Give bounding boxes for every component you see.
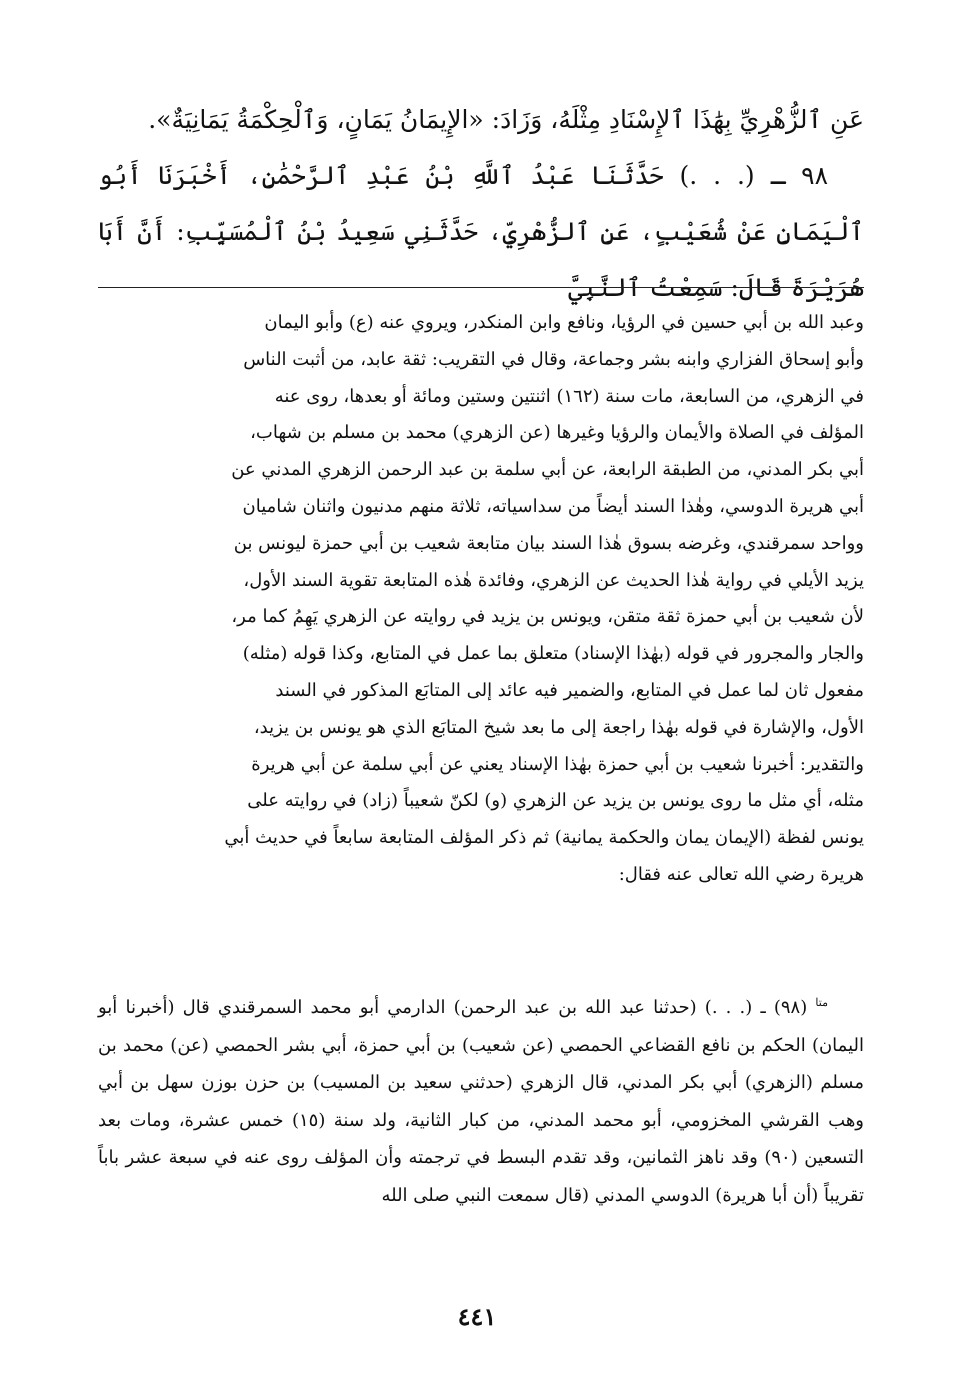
sharh-block (98, 984, 864, 1214)
commentary-line: وواحد سمرقندي، وغرضه بسوق هٰذا السند بيان متابعة شعيب بن أبي حمزة ليونس بن (233, 532, 864, 554)
commentary-line: مفعول ثان لما عمل في المتابع، والضمير فيه عائد إلى المتابَع المذكور في السند (275, 679, 864, 701)
sharh-paragraph (98, 984, 864, 1214)
commentary-line: وعبد الله بن أبي حسين في الرؤيا، ونافع وابن المنكدر، ويروي عنه (ع) وأبو اليمان (264, 312, 864, 333)
commentary-line: المؤلف في الصلاة والأيمان والرؤيا وغيرها (عن الزهري) محمد بن مسلم بن شهاب، (250, 422, 864, 444)
sharh-text: (٩٨) ـ (. . .) (حدثنا عبد الله بن عبد الرحمن) الدارمي أبو محمد السمرقندي قال (أخبرنا أبو اليمان) الحكم بن نافع القضاعي الحمصي (عن شعيب) بن أبي حمزة، أبي بشر الحمصي (عن) محمد بن مسلم (الزهري) أبي بكر المدني، قال الزهري (حدثني سعيد بن المسيب) بن حزن بوزن سهل بن أبي وهب القرشي المخزومي، أبو محمد المدني، من كبار الثانية، ولد سنة (١٥) خمس عشرة، ومات بعد التسعين (٩٠) وقد ناهز الثمانين، وقد تقدم البسط في ترجمته وأن المؤلف روى عنه في سبعة عشر باباً تقريباً (أن أبا هريرة) الدوسي المدني (قال سمعت النبي صلى الله (98, 997, 865, 1206)
commentary-line: أبي هريرة الدوسي، وهٰذا السند أيضاً من سداسياته، ثلاثة منهم مدنيون واثنان شاميان (242, 495, 864, 517)
hadith-text-block (98, 92, 864, 316)
commentary-line: وأبو إسحاق الفزاري وابنه بشر وجماعة، وقال في التقريب: ثقة عابد، من أثبت الناس (243, 348, 864, 370)
hadith-paragraph: ٩٨ ـ (. . .) حَدَّثَنَا عَبْدُ ٱللَّهِ بْنُ عَبْدِ ٱلرَّحْمَٰنِ، أَخْبَرَنَا أَبُو ٱلْيَمَانِ عَنْ شُعَيْبٍ، عَنِ ٱلزُّهْرِيِّ، حَدَّثَنِي سَعِيدُ بْنُ ٱلْمُسَيِّبِ: أَنَّ أَبَا هُرَيْرَةَ قَالَ: سَمِعْتُ ٱلنَّبِيَّ (98, 161, 864, 302)
commentary-line: والجار والمجرور في قوله (بهٰذا الإسناد) متعلق بما عمل في المتابع، وكذا قوله (مثله) (242, 643, 864, 665)
commentary-line: والتقدير: أخبرنا شعيب بن أبي حمزة بهٰذا الإسناد يعني عن أبي سلمة عن أبي هريرة (251, 753, 864, 775)
commentary-line: يونس لفظة (الإيمان يمان والحكمة يمانية) ثم ذكر المؤلف المتابعة سابعاً في حديث أبي (224, 827, 864, 849)
commentary-block (98, 305, 864, 894)
footnote-divider (98, 287, 864, 288)
commentary-line: لأن شعيب بن أبي حمزة ثقة متقن، ويونس بن يزيد في روايته عن الزهري يَهِمُ كما مر، (231, 606, 864, 628)
sharh-superscript: متا (815, 996, 828, 1009)
commentary-line: الأول، والإشارة في قوله بهٰذا راجعة إلى ما بعد شيخ المتابَع الذي هو يونس بن يزيد، (253, 716, 864, 738)
commentary-line: مثله، أي مثل ما روى يونس بن يزيد عن الزهري (و) لكنّ شعيباً (زاد) في روايته على (247, 790, 864, 812)
commentary-line: في الزهري، من السابعة، مات سنة (١٦٢) اثنتين وستين ومائة أو بعدها، روى عنه (274, 385, 864, 407)
page-number: ٤٤١ (457, 1302, 497, 1331)
commentary-line: هريرة رضي الله تعالى عنه فقال: (618, 863, 864, 885)
commentary-line: أبي بكر المدني، من الطبقة الرابعة، عن أبي سلمة بن عبد الرحمن الزهري المدني عن (231, 459, 864, 481)
hadith-line: عَنِ ٱلزُّهْرِيِّ بِهَٰذَا ٱلإِسْنَادِ مِثْلَهُ، وَزَادَ: «الإِيمَانُ يَمَانٍ، وَٱلْحِكْمَةُ يَمَانِيَةٌ». (148, 105, 864, 134)
commentary-line: يزيد الأيلي في رواية هٰذا الحديث عن الزهري، وفائدة هٰذه المتابعة تقوية السند الأول، (243, 569, 864, 591)
